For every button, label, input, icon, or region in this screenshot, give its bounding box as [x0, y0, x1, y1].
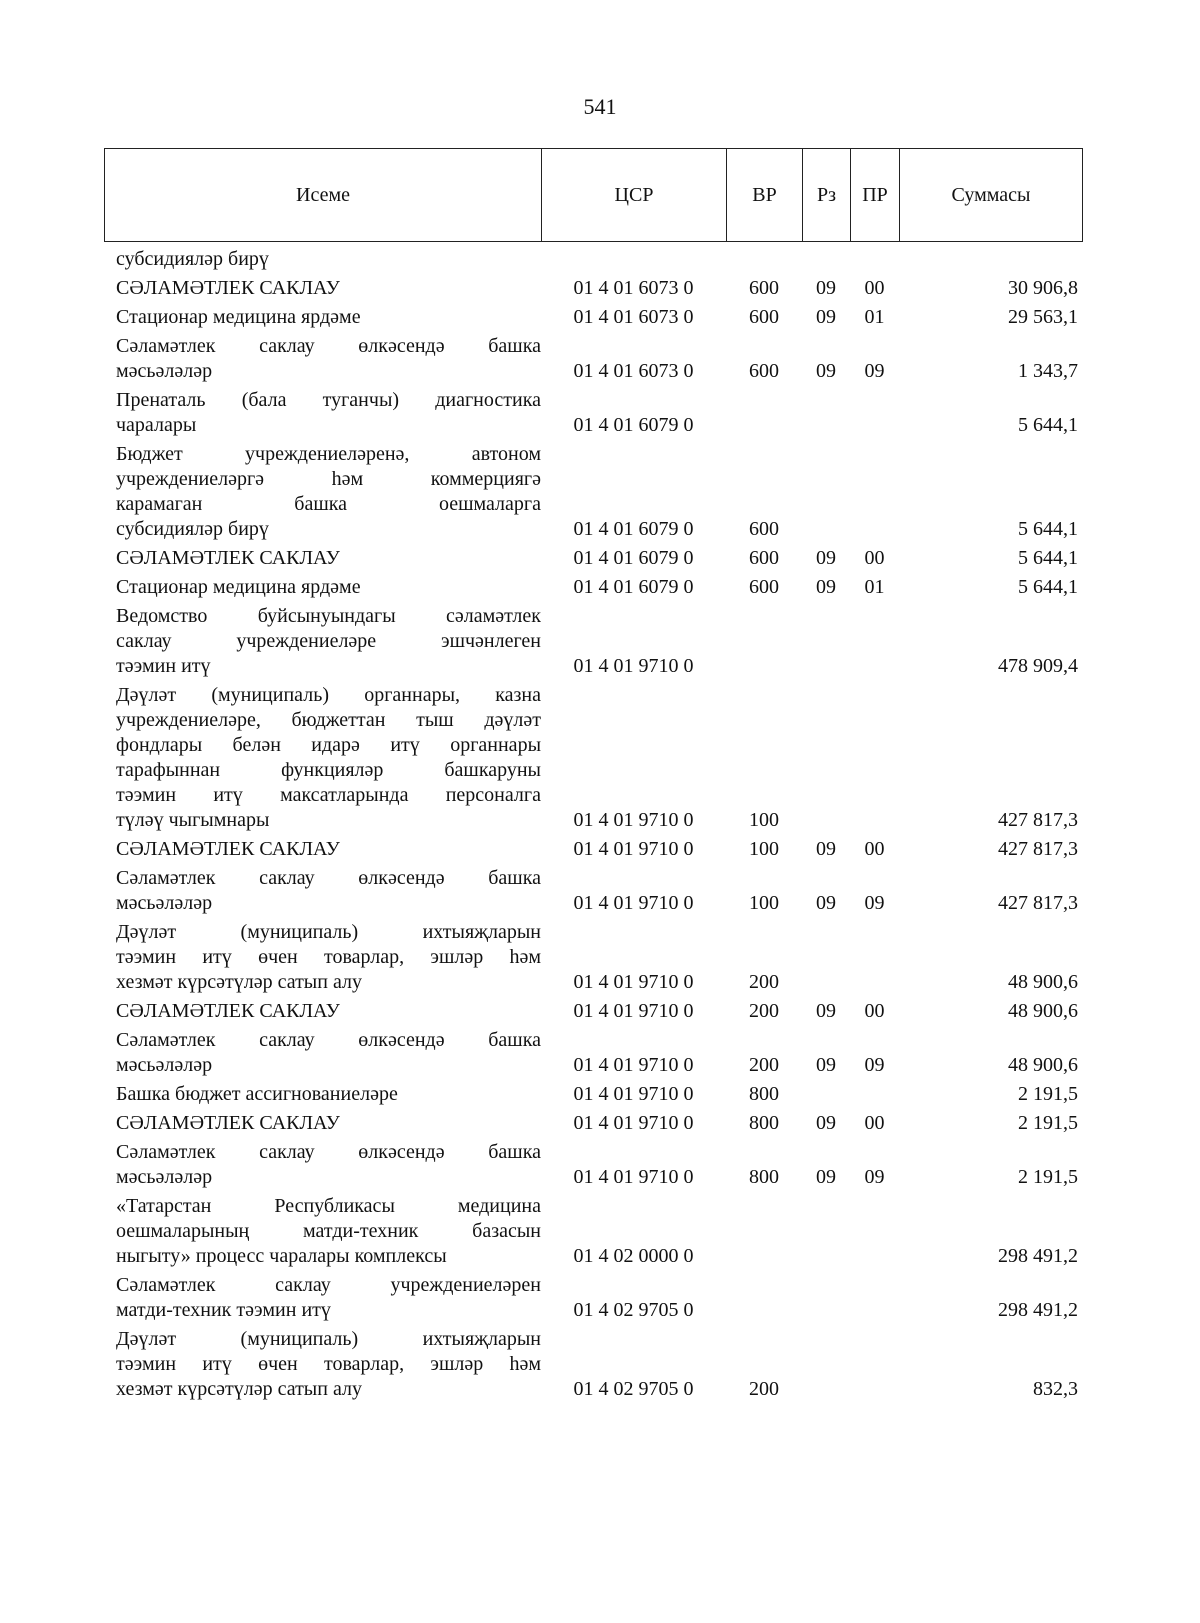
table-body — [104, 247, 1082, 1406]
row-rz — [802, 604, 850, 683]
table-row — [104, 1273, 1082, 1327]
row-vr — [726, 388, 802, 442]
row-name — [104, 276, 541, 305]
row-name — [104, 683, 541, 837]
row-rz — [802, 1194, 850, 1273]
row-name — [104, 866, 541, 920]
table-row — [104, 604, 1082, 683]
row-sum: 427 817,3 — [998, 838, 1078, 860]
row-sum: 1 343,7 — [1018, 360, 1078, 382]
row-name-line: чаралары — [116, 414, 197, 436]
table-row — [104, 866, 1082, 920]
row-name — [104, 1111, 541, 1140]
row-code: 01 4 01 9710 0 — [573, 1083, 694, 1105]
table-row — [104, 1028, 1082, 1082]
row-pr: 09 — [864, 1054, 885, 1076]
row-rz: 09 — [816, 1166, 836, 1188]
table-header — [104, 148, 1083, 242]
row-sum: 427 817,3 — [998, 809, 1078, 831]
row-vr: 100 — [749, 838, 779, 860]
table-row — [104, 546, 1082, 575]
row-code: 01 4 01 6079 0 — [573, 547, 694, 569]
row-vr: 800 — [749, 1166, 779, 1188]
row-name-line: учреждениеләре, бюджеттан тыш дәүләт — [116, 709, 541, 731]
table-row — [104, 1194, 1082, 1273]
row-rz — [802, 247, 850, 276]
row-name — [104, 1140, 541, 1194]
row-name — [104, 1082, 541, 1111]
row-code: 01 4 01 9710 0 — [573, 655, 694, 677]
row-code: 01 4 02 9705 0 — [573, 1378, 694, 1400]
row-rz: 09 — [816, 1054, 836, 1076]
row-name-line: Ведомство буйсынуындагы сәламәтлек — [116, 605, 541, 627]
table-row — [104, 1327, 1082, 1406]
row-name-line: тәэмин итү өчен товарлар, эшләр һәм — [116, 946, 541, 968]
row-rz: 09 — [816, 838, 836, 860]
row-sum — [899, 247, 1082, 276]
row-vr: 600 — [749, 518, 779, 540]
row-rz: 09 — [816, 576, 836, 598]
row-name — [104, 442, 541, 546]
row-name-line: Стационар медицина ярдәме — [116, 576, 361, 598]
table-row — [104, 388, 1082, 442]
row-vr — [726, 1194, 802, 1273]
budget-table — [104, 247, 1082, 1406]
table-row — [104, 920, 1082, 999]
row-rz — [802, 388, 850, 442]
row-name-line: хезмәт күрсәтүләр сатып алу — [116, 1378, 362, 1400]
table-row — [104, 442, 1082, 546]
header-pr: ПР — [851, 149, 900, 242]
row-rz: 09 — [816, 892, 836, 914]
row-name-line: Бюджет учреждениеләренә, автоном — [116, 443, 541, 465]
row-sum: 2 191,5 — [1018, 1112, 1078, 1134]
row-pr: 00 — [864, 838, 885, 860]
row-vr — [726, 604, 802, 683]
row-pr — [850, 1327, 899, 1406]
row-name-line: тәэмин итү максатларында персоналга — [116, 784, 541, 806]
row-sum: 30 906,8 — [1008, 277, 1078, 299]
row-pr — [850, 388, 899, 442]
row-code: 01 4 01 9710 0 — [573, 971, 694, 993]
row-rz: 09 — [816, 306, 836, 328]
row-name-line: мәсьәләләр — [116, 892, 213, 914]
row-name-line: Сәламәтлек саклау учреждениеләрен — [116, 1274, 541, 1296]
row-name-line: тарафыннан функцияләр башкаруны — [116, 759, 541, 781]
row-sum: 832,3 — [1033, 1378, 1078, 1400]
row-name — [104, 334, 541, 388]
row-pr — [850, 247, 899, 276]
page-number: 541 — [583, 94, 617, 119]
row-name — [104, 575, 541, 604]
row-name-line: Сәламәтлек саклау өлкәсендә башка — [116, 1029, 541, 1051]
row-name — [104, 604, 541, 683]
row-name — [104, 837, 541, 866]
row-name-line: Сәламәтлек саклау өлкәсендә башка — [116, 867, 541, 889]
row-name-line: СӘЛАМӘТЛЕК САКЛАУ — [116, 547, 340, 569]
row-code: 01 4 01 6073 0 — [573, 277, 694, 299]
row-code: 01 4 01 6079 0 — [573, 414, 694, 436]
row-name — [104, 305, 541, 334]
row-sum: 48 900,6 — [1008, 971, 1078, 993]
row-vr — [726, 1273, 802, 1327]
row-name-line: мәсьәләләр — [116, 1054, 213, 1076]
row-sum: 478 909,4 — [998, 655, 1078, 677]
header-code: ЦСР — [542, 149, 727, 242]
row-name-line: Башка бюджет ассигнованиеләре — [116, 1083, 398, 1105]
row-name-line: оешмаларының матди-техник базасын — [116, 1220, 541, 1242]
row-name-line: СӘЛАМӘТЛЕК САКЛАУ — [116, 1112, 340, 1134]
row-sum: 48 900,6 — [1008, 1000, 1078, 1022]
row-vr: 600 — [749, 306, 779, 328]
row-vr — [726, 247, 802, 276]
row-vr: 600 — [749, 576, 779, 598]
row-code: 01 4 01 6079 0 — [573, 576, 694, 598]
row-name-line: учреждениеләргә һәм коммерциягә — [116, 468, 541, 490]
row-sum: 29 563,1 — [1008, 306, 1078, 328]
table-row — [104, 247, 1082, 276]
row-rz — [802, 442, 850, 546]
header-sum: Суммасы — [900, 149, 1083, 242]
header-vr: ВР — [727, 149, 803, 242]
row-pr — [850, 1273, 899, 1327]
row-code: 01 4 01 6079 0 — [573, 518, 694, 540]
row-pr — [850, 1194, 899, 1273]
row-rz: 09 — [816, 547, 836, 569]
row-sum: 5 644,1 — [1018, 518, 1078, 540]
table-row — [104, 575, 1082, 604]
row-sum: 298 491,2 — [998, 1299, 1078, 1321]
row-name-line: саклау учреждениеләре эшчәнлеген — [116, 630, 541, 652]
row-vr: 200 — [749, 1054, 779, 1076]
row-name-line: Сәламәтлек саклау өлкәсендә башка — [116, 1141, 541, 1163]
row-name-line: «Татарстан Республикасы медицина — [116, 1195, 541, 1217]
row-code: 01 4 02 0000 0 — [573, 1245, 694, 1267]
row-pr: 09 — [864, 892, 885, 914]
row-name-line: ныгыту» процесс чаралары комплексы — [116, 1245, 447, 1267]
row-name-line: түләү чыгымнары — [116, 809, 270, 831]
row-name-line: СӘЛАМӘТЛЕК САКЛАУ — [116, 1000, 340, 1022]
row-code: 01 4 01 9710 0 — [573, 1112, 694, 1134]
row-pr: 09 — [864, 1166, 885, 1188]
row-pr: 01 — [864, 306, 885, 328]
table-row — [104, 837, 1082, 866]
row-sum: 2 191,5 — [1018, 1166, 1078, 1188]
row-sum: 298 491,2 — [998, 1245, 1078, 1267]
table-row — [104, 276, 1082, 305]
row-code: 01 4 02 9705 0 — [573, 1299, 694, 1321]
row-name-line: Дәүләт (муниципаль) ихтыяҗларын — [116, 1328, 541, 1350]
row-code: 01 4 01 9710 0 — [573, 809, 694, 831]
row-rz: 09 — [816, 1112, 836, 1134]
row-vr: 100 — [749, 809, 779, 831]
row-name — [104, 920, 541, 999]
row-name-line: хезмәт күрсәтүләр сатып алу — [116, 971, 362, 993]
row-name-line: тәэмин итү өчен товарлар, эшләр һәм — [116, 1353, 541, 1375]
header-name: Исеме — [105, 149, 542, 242]
row-name-line: тәэмин итү — [116, 655, 211, 677]
row-sum: 2 191,5 — [1018, 1083, 1078, 1105]
row-name — [104, 999, 541, 1028]
row-name — [104, 1273, 541, 1327]
row-rz — [802, 683, 850, 837]
row-name-line: фондлары белән идарә итү органнары — [116, 734, 541, 756]
row-name — [104, 1327, 541, 1406]
row-vr: 800 — [749, 1112, 779, 1134]
table-row — [104, 1111, 1082, 1140]
row-name-line: мәсьәләләр — [116, 1166, 213, 1188]
row-code: 01 4 01 6073 0 — [573, 306, 694, 328]
row-code: 01 4 01 9710 0 — [573, 1054, 694, 1076]
row-pr — [850, 920, 899, 999]
row-code: 01 4 01 6073 0 — [573, 360, 694, 382]
row-vr: 200 — [749, 1378, 779, 1400]
row-pr — [850, 604, 899, 683]
row-name-line: СӘЛАМӘТЛЕК САКЛАУ — [116, 277, 340, 299]
row-code — [541, 247, 726, 276]
row-rz — [802, 1273, 850, 1327]
row-name-line: Дәүләт (муниципаль) органнары, казна — [116, 684, 541, 706]
row-pr — [850, 1082, 899, 1111]
table-row — [104, 999, 1082, 1028]
row-pr: 00 — [864, 277, 885, 299]
row-name — [104, 1028, 541, 1082]
row-rz: 09 — [816, 277, 836, 299]
row-pr: 00 — [864, 1112, 885, 1134]
header-rz: Рз — [803, 149, 851, 242]
row-sum: 48 900,6 — [1008, 1054, 1078, 1076]
row-vr: 600 — [749, 547, 779, 569]
row-rz — [802, 1327, 850, 1406]
row-pr: 00 — [864, 547, 885, 569]
row-name-line: Пренаталь (бала туганчы) диагностика — [116, 389, 541, 411]
row-pr: 00 — [864, 1000, 885, 1022]
row-code: 01 4 01 9710 0 — [573, 838, 694, 860]
row-vr: 600 — [749, 277, 779, 299]
row-vr: 800 — [749, 1083, 779, 1105]
row-vr: 200 — [749, 1000, 779, 1022]
table-row — [104, 1140, 1082, 1194]
row-sum: 5 644,1 — [1018, 547, 1078, 569]
row-vr: 200 — [749, 971, 779, 993]
row-name — [104, 388, 541, 442]
row-pr: 01 — [864, 576, 885, 598]
row-code: 01 4 01 9710 0 — [573, 1000, 694, 1022]
table-row — [104, 1082, 1082, 1111]
row-rz — [802, 920, 850, 999]
row-rz: 09 — [816, 1000, 836, 1022]
row-name-line: Сәламәтлек саклау өлкәсендә башка — [116, 335, 541, 357]
row-vr: 600 — [749, 360, 779, 382]
row-name — [104, 546, 541, 575]
table-row — [104, 334, 1082, 388]
row-pr — [850, 442, 899, 546]
row-name-line: мәсьәләләр — [116, 360, 213, 382]
row-pr — [850, 683, 899, 837]
row-name — [104, 247, 541, 276]
row-name-line: карамаган башка оешмаларга — [116, 493, 541, 515]
row-code: 01 4 01 9710 0 — [573, 1166, 694, 1188]
row-sum: 5 644,1 — [1018, 414, 1078, 436]
row-sum: 5 644,1 — [1018, 576, 1078, 598]
row-rz: 09 — [816, 360, 836, 382]
table-row — [104, 305, 1082, 334]
row-name-line: матди-техник тәэмин итү — [116, 1299, 331, 1321]
row-name-line: Стационар медицина ярдәме — [116, 306, 361, 328]
row-name-line: Дәүләт (муниципаль) ихтыяҗларын — [116, 921, 541, 943]
row-name-line: субсидияләр бирү — [116, 248, 269, 270]
row-pr: 09 — [864, 360, 885, 382]
row-code: 01 4 01 9710 0 — [573, 892, 694, 914]
row-rz — [802, 1082, 850, 1111]
row-name-line: субсидияләр бирү — [116, 518, 269, 540]
row-vr: 100 — [749, 892, 779, 914]
row-name-line: СӘЛАМӘТЛЕК САКЛАУ — [116, 838, 340, 860]
row-sum: 427 817,3 — [998, 892, 1078, 914]
table-row — [104, 683, 1082, 837]
row-name — [104, 1194, 541, 1273]
